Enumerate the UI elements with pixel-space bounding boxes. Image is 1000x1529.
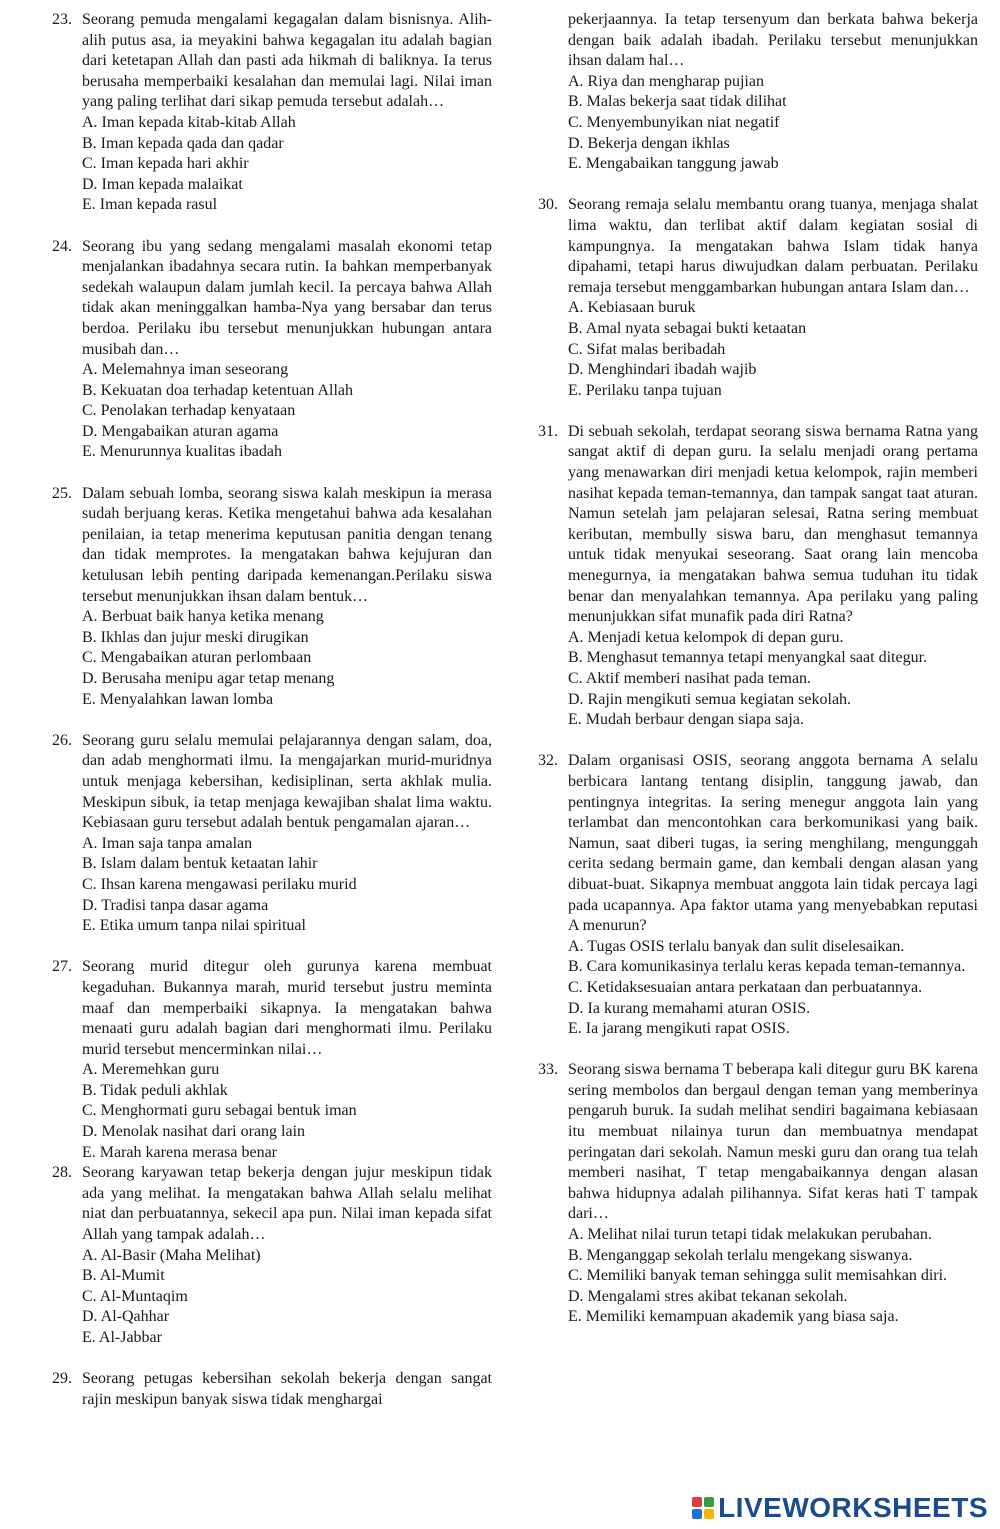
option-d: D. Mengabaikan aturan agama <box>82 422 279 440</box>
option-c: C. Al-Muntaqim <box>82 1287 188 1305</box>
option-e: E. Memiliki kemampuan akademik yang biasa saja. <box>568 1308 899 1326</box>
option-e: E. Iman kepada rasul <box>82 196 218 214</box>
question-number: 26. <box>52 731 72 749</box>
option-d: D. Tradisi tanpa dasar agama <box>82 896 269 914</box>
icon-square-yellow <box>704 1509 714 1519</box>
option-a: A. Melemahnya iman seseorang <box>82 361 289 379</box>
option-b: B. Islam dalam bentuk ketaatan lahir <box>82 855 318 873</box>
question-number: 27. <box>52 958 72 976</box>
option-a: A. Melihat nilai turun tetapi tidak melakukan perubahan. <box>568 1226 932 1244</box>
right-column <box>538 10 978 1328</box>
question-stem: Seorang karyawan tetap bekerja dengan jujur meskipun tidak ada yang melihat. Ia mengatakan bahwa Allah selalu melihat niat dan perbuatannya, sekecil apa pun. Nilai iman kepada sifat Allah yang tampak adalah… <box>82 1164 492 1244</box>
option-b: B. Kekuatan doa terhadap ketentuan Allah <box>82 381 354 399</box>
option-e: E. Etika umum tanpa nilai spiritual <box>82 917 306 935</box>
question-stem: Seorang murid ditegur oleh gurunya karena membuat kegaduhan. Bukannya marah, murid tersebut justru meminta maaf dan memperbaiki sikapnya. Ia mengatakan bahwa menaati guru adalah bagian dari menghormati ilmu. Perilaku murid tersebut mencerminkan nilai… <box>82 958 492 1058</box>
option-e: E. Menurunnya kualitas ibadah <box>82 443 282 461</box>
question-26 <box>52 731 492 937</box>
option-d: D. Menolak nasihat dari orang lain <box>82 1123 306 1141</box>
question-stem: Seorang guru selalu memulai pelajarannya dengan salam, doa, dan adab menghormati ilmu. Ia mengajarkan murid-muridnya untuk menjaga kebersihan, kedisiplinan, serta akhlak mulia. Meskipun sibuk, ia tetap menjaga kewajiban shalat lima waktu. Kebiasaan guru tersebut adalah bentuk pengamalan ajaran… <box>82 731 492 832</box>
option-b: B. Al-Mumit <box>82 1267 165 1285</box>
liveworksheets-logo[interactable] <box>692 1493 988 1523</box>
question-stem: Seorang remaja selalu membantu orang tuanya, menjaga shalat lima waktu, dan terlibat aktif dalam kegiatan sosial di kampungnya. Ia mengatakan bahwa Islam tidak hanya dipahami, tetapi harus diwujudkan dalam perbuatan. Perilaku remaja tersebut menggambarkan hubungan antara Islam dan… <box>568 196 978 296</box>
question-32 <box>538 751 978 1039</box>
left-column <box>52 10 492 1410</box>
option-c: C. Iman kepada hari akhir <box>82 155 249 173</box>
question-number: 33. <box>538 1061 558 1079</box>
option-c: C. Memiliki banyak teman sehingga sulit memisahkan diri. <box>568 1267 948 1285</box>
option-b: B. Amal nyata sebagai bukti ketaatan <box>568 319 807 337</box>
option-b: B. Cara komunikasinya terlalu keras kepada teman-temannya. <box>568 958 966 976</box>
option-e: E. Marah karena merasa benar <box>82 1143 277 1161</box>
option-b: B. Tidak peduli akhlak <box>82 1081 228 1099</box>
option-a: A. Kebiasaan buruk <box>568 299 696 317</box>
question-stem: Seorang siswa bernama T beberapa kali ditegur guru BK karena sering membolos dan bergaul dengan teman yang memberinya pengaruh buruk. Ia sudah melihat sendiri bagaimana kebiasaan itu membuat nilainya turun dan membuatnya mendapat peringatan dari sekolah. Namun meski guru dan orang tua telah memberi nasihat, T tetap mengabaikannya dengan alasan bahwa hidupnya adalah pilihannya. Sifat keras hati T tampak dari… <box>568 1061 978 1223</box>
option-c: C. Sifat malas beribadah <box>568 340 726 358</box>
question-number: 32. <box>538 752 558 770</box>
option-a: A. Berbuat baik hanya ketika menang <box>82 608 324 626</box>
question-stem: pekerjaannya. Ia tetap tersenyum dan berkata bahwa bekerja dengan baik adalah ibadah. Perilaku tersebut menunjukkan ihsan dalam hal… <box>568 11 978 70</box>
question-number: 30. <box>538 196 558 214</box>
liveworksheets-wordmark: LIVEWORKSHEETS <box>718 1492 988 1523</box>
question-24 <box>52 237 492 464</box>
option-d: D. Al-Qahhar <box>82 1308 170 1326</box>
liveworksheets-icon <box>692 1497 714 1519</box>
option-a: A. Iman kepada kitab-kitab Allah <box>82 113 296 131</box>
question-stem: Di sebuah sekolah, terdapat seorang siswa bernama Ratna yang sangat aktif di depan guru. Ia selalu menjadi orang pertama yang menawarkan diri menjadi ketua kelompok, rajin memberi nasihat kepada teman-temannya, dan tampak sangat taat aturan. Namun setelah jam pelajaran selesai, Ratna sering membuat keributan, membully siswa baru, dan menghasut temannya untuk tidak menyukai seseorang. Saat orang lain mencoba menegurnya, ia mengatakan bahwa semua tuduhan itu tidak benar dan menyalahkan temannya. Apa perilaku yang paling menunjukkan sifat munafik pada diri Ratna? <box>568 422 978 626</box>
option-c: C. Ketidaksesuaian antara perkataan dan perbuatannya. <box>568 978 923 996</box>
icon-square-green <box>704 1497 714 1507</box>
option-a: A. Al-Basir (Maha Melihat) <box>82 1246 261 1264</box>
option-d: D. Menghindari ibadah wajib <box>568 361 757 379</box>
question-25 <box>52 484 492 711</box>
question-31 <box>538 422 978 731</box>
question-number: 23. <box>52 11 72 28</box>
icon-square-red <box>692 1497 702 1507</box>
question-33 <box>538 1060 978 1328</box>
question-stem: Seorang pemuda mengalami kegagalan dalam bisnisnya. Alih-alih putus asa, ia meyakini bahwa kegagalan itu adalah bagian dari ketetapan Allah dan pasti ada hikmah di baliknya. Ia terus berusaha memperbaiki kesalahan dan memulai lagi. Nilai iman yang paling terlihat dari sikap pemuda tersebut adalah… <box>82 11 492 111</box>
option-c: C. Aktif memberi nasihat pada teman. <box>568 670 812 687</box>
option-c: C. Ihsan karena mengawasi perilaku murid <box>82 875 357 893</box>
question-number: 31. <box>538 422 558 440</box>
option-d: D. Bekerja dengan ikhlas <box>568 134 730 152</box>
option-a: A. Riya dan mengharap pujian <box>568 72 764 90</box>
question-number: 25. <box>52 484 72 502</box>
option-b: B. Malas bekerja saat tidak dilihat <box>568 93 787 111</box>
option-c: C. Mengabaikan aturan perlombaan <box>82 649 312 667</box>
question-29-continued <box>538 10 978 175</box>
question-stem: Seorang petugas kebersihan sekolah bekerja dengan sangat rajin meskipun banyak siswa tidak menghargai <box>82 1370 492 1408</box>
option-e: E. Perilaku tanpa tujuan <box>568 381 722 399</box>
question-stem: Seorang ibu yang sedang mengalami masalah ekonomi tetap menjalankan ibadahnya secara rutin. Ia bahkan memperbanyak sedekah walaupun dalam jumlah kecil. Ia percaya bahwa Allah tidak akan meninggalkan hamba-Nya yang bersabar dan terus berdoa. Perilaku ibu tersebut menunjukkan hubungan antara musibah dan… <box>82 237 492 358</box>
option-d: D. Mengalami stres akibat tekanan sekolah. <box>568 1287 848 1305</box>
question-27 <box>52 957 492 1163</box>
option-a: A. Meremehkan guru <box>82 1061 220 1079</box>
option-e: E. Al-Jabbar <box>82 1329 162 1346</box>
question-29 <box>52 1369 492 1410</box>
option-a: A. Menjadi ketua kelompok di depan guru. <box>568 628 844 646</box>
option-c: C. Menyembunyikan niat negatif <box>568 113 780 131</box>
option-b: B. Ikhlas dan jujur meski dirugikan <box>82 628 309 646</box>
question-number: 24. <box>52 237 72 255</box>
option-e: E. Menyalahkan lawan lomba <box>82 690 274 708</box>
option-d: D. Iman kepada malaikat <box>82 175 243 193</box>
question-stem: Dalam organisasi OSIS, seorang anggota bernama A selalu berbicara lantang tentang disiplin, tanggung jawab, dan pentingnya integritas. Ia sering menegur anggota lain yang terlambat dan mencontohkan cara berkomunikasi yang baik. Namun, saat diberi tugas, ia sering menghilang, mengunggah cerita sedang bermain game, dan kembali dengan alasan yang dibuat-buat. Sikapnya membuat anggota lain tidak percaya lagi pada ucapannya. Apa faktor utama yang menyebabkan reputasi A menurun? <box>568 752 978 935</box>
option-b: B. Iman kepada qada dan qadar <box>82 134 284 152</box>
question-23 <box>52 10 492 216</box>
option-d: D. Ia kurang memahami aturan OSIS. <box>568 999 811 1017</box>
question-number: 29. <box>52 1370 72 1388</box>
icon-square-blue <box>692 1509 702 1519</box>
question-stem: Dalam sebuah lomba, seorang siswa kalah meskipun ia merasa sudah berjuang keras. Ketika mengetahui bahwa ada kesalahan penilaian, ia tetap menerima keputusan panitia dengan tenang dan tidak memprotes. Ia mengatakan bahwa kejujuran dan ketulusan lebih penting daripada kemenangan.Perilaku siswa tersebut menunjukkan ihsan dalam bentuk… <box>82 484 492 605</box>
option-e: E. Mengabaikan tanggung jawab <box>568 155 779 173</box>
option-a: A. Iman saja tanpa amalan <box>82 834 253 852</box>
question-28 <box>52 1163 492 1348</box>
option-d: D. Berusaha menipu agar tetap menang <box>82 670 335 687</box>
option-c: C. Menghormati guru sebagai bentuk iman <box>82 1102 357 1120</box>
option-b: B. Menganggap sekolah terlalu mengekang siswanya. <box>568 1246 913 1264</box>
option-b: B. Menghasut temannya tetapi menyangkal saat ditegur. <box>568 649 928 667</box>
question-30 <box>538 195 978 401</box>
question-number: 28. <box>52 1164 72 1182</box>
option-e: E. Ia jarang mengikuti rapat OSIS. <box>568 1020 790 1038</box>
option-a: A. Tugas OSIS terlalu banyak dan sulit diselesaikan. <box>568 937 905 955</box>
option-d: D. Rajin mengikuti semua kegiatan sekolah. <box>568 690 852 708</box>
option-c: C. Penolakan terhadap kenyataan <box>82 402 296 420</box>
option-e: E. Mudah berbaur dengan siapa saja. <box>568 711 804 729</box>
